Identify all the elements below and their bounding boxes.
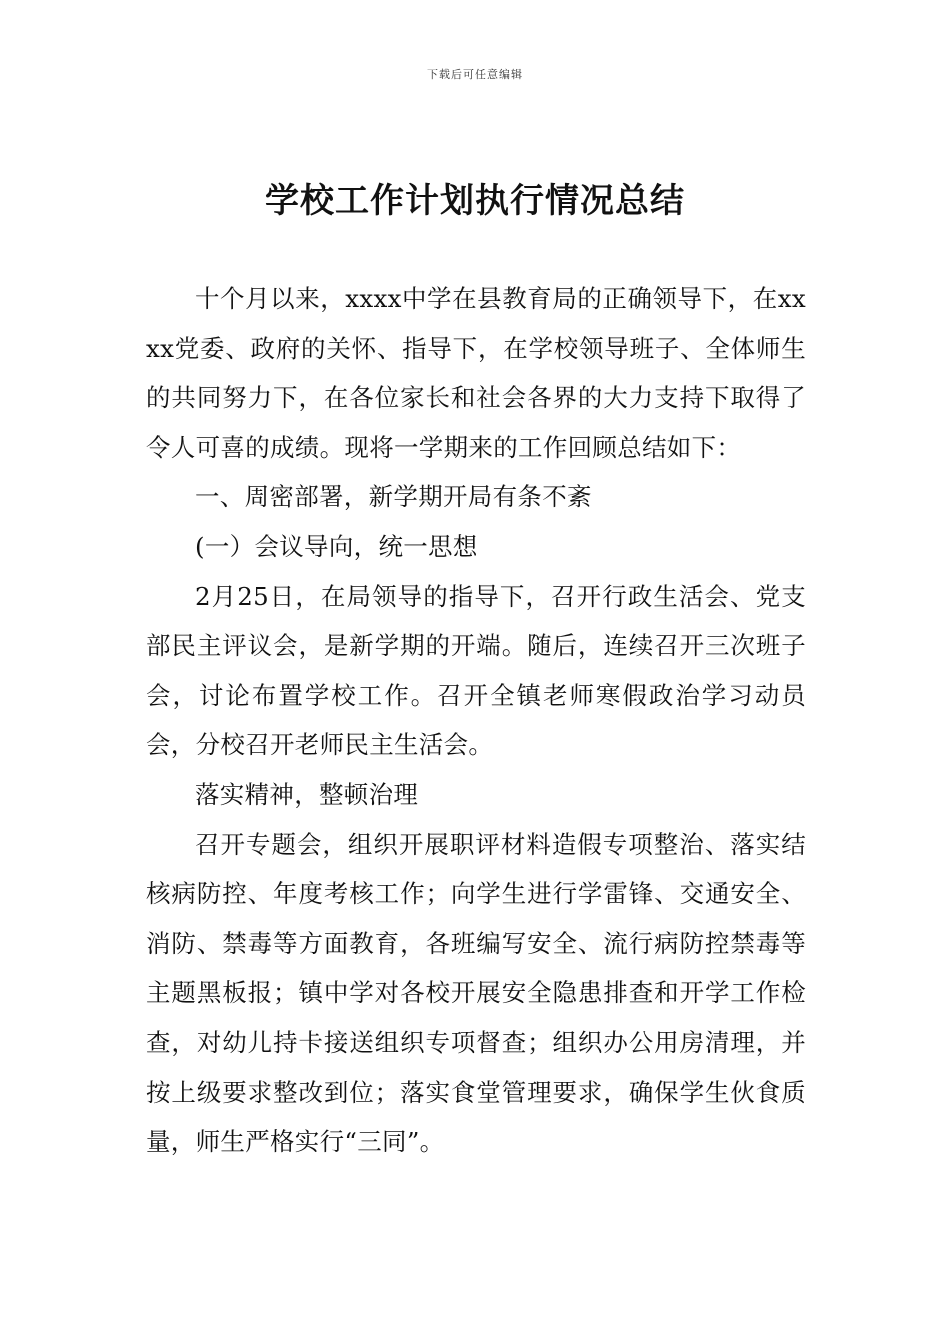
paragraph-meetings: 2月25日，在局领导的指导下，召开行政生活会、党支部民主评议会，是新学期的开端。随后，连续召开三次班子会，讨论布置学校工作。召开全镇老师寒假政治学习动员会，分校召开老师民主生活会。 [146,581,806,760]
paragraph-rectification: 召开专题会，组织开展职评材料造假专项整治、落实结核病防控、年度考核工作；向学生进行学雷锋、交通安全、消防、禁毒等方面教育，各班编写安全、流行病防控禁毒等主题黑板报；镇中学对各校开展安全隐患排查和开学工作检查，对幼儿持卡接送组织专项督查；组织办公用房清理，并按上级要求整改到位；落实食堂管理要求，确保学生伙食质量，师生严格实行“三同”。 [146,829,806,1157]
document-title: 学校工作计划执行情况总结 [265,181,685,221]
subsection-heading-2: 落实精神，整顿治理 [195,779,419,809]
section-heading-1: 一、周密部署，新学期开局有条不紊 [195,482,592,512]
document-body [146,274,806,1167]
paragraph-intro: 十个月以来，xxxx中学在县教育局的正确领导下，在xxxx党委、政府的关怀、指导下，在学校领导班子、全体师生的共同努力下，在各位家长和社会各界的大力支持下取得了令人可喜的成绩。现将一学期来的工作回顾总结如下： [146,284,806,462]
header-note: 下载后可任意编辑 [427,68,523,81]
subsection-heading-1: (一）会议导向，统一思想 [195,531,478,561]
